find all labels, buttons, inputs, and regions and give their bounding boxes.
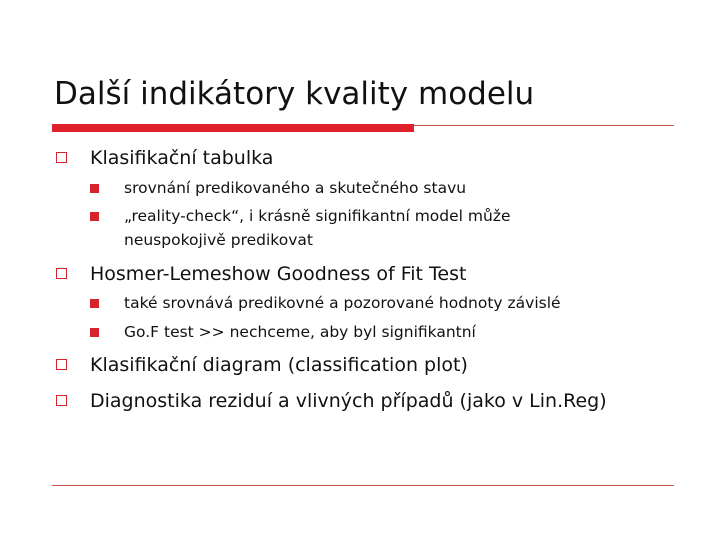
sub-bullet-text-continuation: neuspokojivě predikovat: [124, 231, 313, 249]
bullet-item-2: [90, 262, 466, 286]
sub-bullet-item-2-1: [124, 293, 561, 314]
hollow-square-bullet-icon: [56, 359, 67, 370]
bullet-item-text: Klasifikační diagram (classification plot): [90, 354, 468, 376]
filled-square-bullet-icon: [90, 184, 99, 193]
filled-square-bullet-icon: [90, 299, 99, 308]
sub-bullet-text: srovnání predikovaného a skutečného stavu: [124, 179, 467, 197]
bullet-item-text: Diagnostika reziduí a vlivných případů (jako v Lin.Reg): [90, 390, 607, 412]
filled-square-bullet-icon: [90, 212, 99, 221]
sub-bullet-item-1-1: [124, 178, 466, 199]
title-accent-bar: [52, 124, 414, 132]
slide-title: Další indikátory kvality modelu: [54, 76, 535, 112]
sub-bullet-item-2-2: [124, 322, 476, 343]
footer-rule: [52, 485, 674, 486]
bullet-item-3: [90, 353, 468, 377]
bullet-item-text: Klasifikační tabulka: [90, 147, 274, 169]
sub-bullet-text: „reality-check“, i krásně signifikantní model může: [124, 207, 511, 225]
sub-bullet-item-1-2-continuation: [124, 230, 313, 251]
sub-bullet-item-1-2: [124, 206, 511, 227]
hollow-square-bullet-icon: [56, 152, 67, 163]
bullet-item-1: [90, 146, 273, 170]
hollow-square-bullet-icon: [56, 395, 67, 406]
sub-bullet-text: Go.F test >> nechceme, aby byl signifikantní: [124, 323, 476, 341]
bullet-item-text: Hosmer-Lemeshow Goodness of Fit Test: [90, 263, 467, 285]
sub-bullet-text: také srovnává predikovné a pozorované hodnoty závislé: [124, 294, 561, 312]
filled-square-bullet-icon: [90, 328, 99, 337]
bullet-item-4: [90, 389, 607, 413]
hollow-square-bullet-icon: [56, 268, 67, 279]
